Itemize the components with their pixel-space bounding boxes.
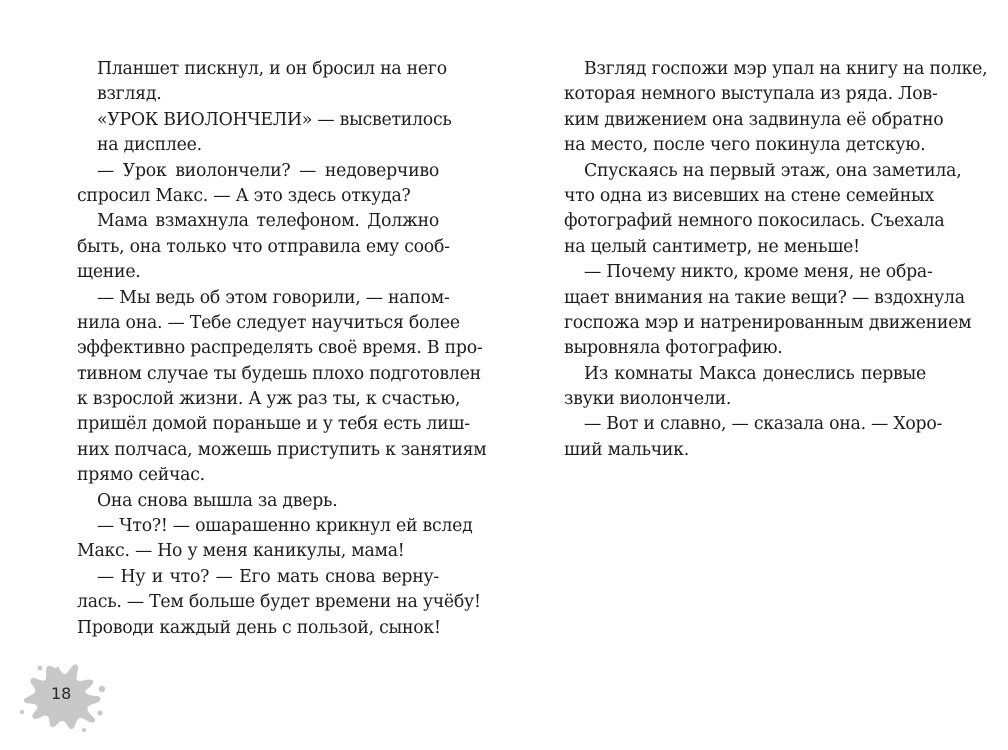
text-line: «УРОК ВИОЛОНЧЕЛИ» — высветилось [97,109,452,130]
text-line: Взгляд госпожи мэр упал на книгу на полке, [584,59,988,79]
text-line: Спускаясь на первый этаж, она заметила, [584,160,962,181]
text-line: Планшет пискнул, и он бросил на него [97,59,447,79]
text-line: — Мы ведь об этом говорили, — напом- [97,287,450,308]
text-line: что одна из висевших на стене семейных [564,185,935,206]
text-line: которая немного выступала из ряда. Лов- [564,84,938,105]
text-line: лась. — Тем больше будет времени на учёбу! [77,592,481,613]
text-line: ший мальчик. [564,439,689,460]
text-line: нила она. — Тебе следует научиться более [77,312,460,333]
text-line: быть, она только что отправила ему сооб- [77,236,450,257]
text-line: на место, после чего покинула детскую. [564,135,926,156]
text-line: Макс. — Но у меня каникулы, мама! [77,541,405,562]
text-line: фотографий немного покосилась. Съехала [564,211,945,232]
text-line: тивном случае ты будешь плохо подготовлен [77,363,481,384]
text-line: — Урок виолончели? — недоверчиво [97,160,439,181]
text-line: на дисплее. [97,135,202,156]
text-line: эффективно распределять своё время. В про- [77,338,483,359]
text-line: Она снова вышла за дверь. [97,490,338,511]
text-line: взгляд. [97,84,162,105]
text-line: госпожа мэр и натренированным движением [564,312,972,333]
text-line: на целый сантиметр, не меньше! [564,236,860,257]
text-line: спросил Макс. — А это здесь откуда? [77,185,411,206]
page-number: 18 [51,684,72,703]
text-line: ким движением она задвинула её обратно [564,109,944,130]
text-line: — Что?! — ошарашенно крикнул ей вслед [97,516,473,537]
text-line: к взрослой жизни. А уж раз ты, к счастью, [77,389,461,410]
text-line: — Вот и славно, — сказала она. — Хоро- [584,414,943,435]
text-line: звуки виолончели. [564,389,732,410]
left-page-text [77,57,487,641]
text-line: прямо сейчас. [77,465,205,486]
text-line: Мама взмахнула телефоном. Должно [97,211,439,232]
text-line: пришёл домой пораньше и у тебя есть лиш- [77,414,470,435]
page-number-badge [14,656,110,736]
text-line: щает внимания на такие вещи? — вздохнула [564,287,965,308]
text-line: — Почему никто, кроме меня, не обра- [584,262,933,283]
text-line: Из комнаты Макса донеслись первые [584,363,926,384]
text-line: Проводи каждый день с пользой, сынок! [77,617,441,638]
text-line: щение. [77,262,141,283]
right-page-text [564,57,988,463]
text-line: выровняла фотографию. [564,338,783,359]
text-line: них полчаса, можешь приступить к занятиям [77,439,487,460]
text-line: — Ну и что? — Его мать снова верну- [97,566,439,587]
